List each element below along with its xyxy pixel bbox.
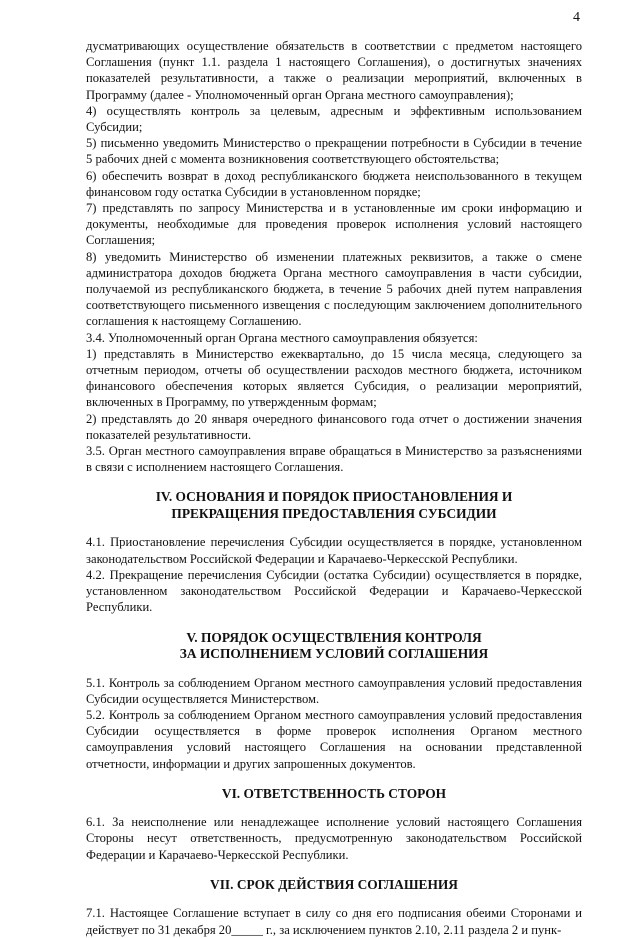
paragraph: 4) осуществлять контроль за целевым, адресным и эффективным использованием Субсидии; [86, 103, 582, 135]
paragraph: 5.2. Контроль за соблюдением Органом местного самоуправления условий предоставления Субсидии осуществляется в форме проверок исполнения Органом местного самоуправления условий настоящего Соглашения на основании представленной отчетности, информации и других запрошенных документов. [86, 707, 582, 771]
paragraph: 2) представлять до 20 января очередного финансового года отчет о достижении значения показателей результативности. [86, 411, 582, 442]
paragraph: дусматривающих осуществление обязательств в соответствии с предметом настоящего Соглашения (пункт 1.1. раздела 1 настоящего Соглашения), о достигнутых значениях показателей результативности, а также о реализации мероприятий, включенных в Программу (далее - Уполномоченный орган Органа местного самоуправления); [86, 39, 582, 102]
paragraph: 5.1. Контроль за соблюдением Органом местного самоуправления условий предоставления Субсидии осуществляется Министерством. [86, 675, 582, 706]
paragraph: 7) представлять по запросу Министерства и в установленные им сроки информацию и документы, необходимые для проведения проверок исполнения условий настоящего Соглашения; [86, 201, 582, 248]
paragraph: 6.1. За неисполнение или ненадлежащее исполнение условий настоящего Соглашения Стороны несут ответственность, предусмотренную законодательством Российской Федерации и Карачаево-Черкесской Республики. [86, 815, 582, 862]
paragraph: 7.1. Настоящее Соглашение вступает в силу со дня его подписания обеими Сторонами и действует по 31 декабря 20_____ г., за исключением пунктов 2.10, 2.11 раздела 2 и пунк- [86, 906, 582, 937]
section-5-title-line-2: ЗА ИСПОЛНЕНИЕМ УСЛОВИЙ СОГЛАШЕНИЯ [179, 646, 489, 661]
section-4-title-line-1: IV. ОСНОВАНИЯ И ПОРЯДОК ПРИОСТАНОВЛЕНИЯ И [155, 489, 513, 505]
section-4-heading [86, 489, 582, 522]
section-6-heading: VI. ОТВЕТСТВЕННОСТЬ СТОРОН [221, 785, 447, 801]
section-4-title-line-2: ПРЕКРАЩЕНИЯ ПРЕДОСТАВЛЕНИЯ СУБСИДИИ [171, 505, 497, 521]
section-5-heading [86, 630, 582, 663]
paragraph: 8) уведомить Министерство об изменении платежных реквизитов, а также о смене администратора доходов бюджета Органа местного самоуправления в части субсидии, получаемой из республиканского бюджета, в течение 5 рабочих дней путем направления соответствующего письменного извещения с последующим заключением дополнительного соглашения к настоящему Соглашению. [86, 249, 582, 329]
paragraph: 3.4. Уполномоченный орган Органа местного самоуправления обязуется: [86, 330, 478, 345]
document-body [86, 0, 582, 938]
obligations-block [86, 38, 582, 475]
paragraph: 3.5. Орган местного самоуправления вправе обращаться в Министерство за разъяснениями в связи с исполнением настоящего Соглашения. [86, 444, 582, 475]
paragraph: 1) представлять в Министерство ежеквартально, до 15 числа месяца, следующего за отчетным периодом, отчеты об осуществлении расходов местного бюджета, источником финансового обеспечения которых является Субсидия, о реализации мероприятий, включенных в Программу, по утвержденным формам; [86, 346, 582, 410]
section-7-heading: VII. СРОК ДЕЙСТВИЯ СОГЛАШЕНИЯ [210, 876, 458, 892]
paragraph: 6) обеспечить возврат в доход республиканского бюджета неиспользованного в текущем финансовом году остатка Субсидии в установленном порядке; [86, 168, 582, 199]
paragraph: 4.1. Приостановление перечисления Субсидии осуществляется в порядке, установленном законодательством Российской Федерации и Карачаево-Черкесской Республики. [86, 535, 582, 566]
paragraph: 4.2. Прекращение перечисления Субсидии (остатка Субсидии) осуществляется в порядке, установленном законодательством Российской Федерации и Карачаево-Черкесской Республики. [86, 567, 582, 615]
section-5-title-line-1: V. ПОРЯДОК ОСУЩЕСТВЛЕНИЯ КОНТРОЛЯ [186, 629, 482, 645]
page-number: 4 [573, 10, 580, 25]
paragraph: 5) письменно уведомить Министерство о прекращении потребности в Субсидии в течение 5 рабочих дней с момента возникновения соответствующего обстоятельства; [86, 136, 582, 167]
